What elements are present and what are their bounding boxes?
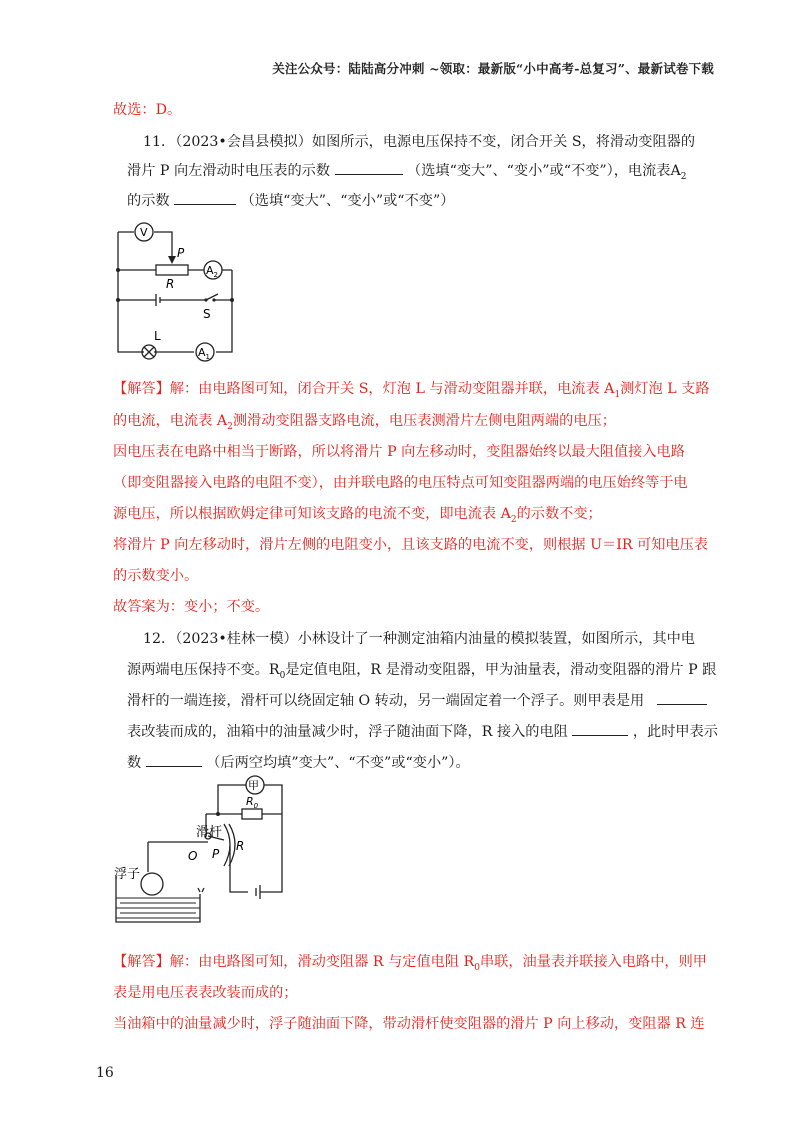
q12-line5-b: （后两空均填”变大”、“不变”或“变小”）。	[206, 755, 470, 771]
a11-line5-sub: 2	[510, 514, 517, 525]
q11-circuit-figure	[108, 212, 248, 362]
q12-line5-a: 数	[127, 755, 142, 771]
a11-line2-sub: 2	[227, 421, 233, 432]
a11-line7: 的示数变小。	[113, 568, 199, 584]
lever-label: 滑杆	[196, 825, 223, 840]
q12-line2	[127, 659, 716, 681]
a11-line6: 将滑片 P 向左移动时，滑片左侧的电阻变小，且该支路的电流不变，则根据 U＝IR 可知电压表	[113, 537, 708, 553]
a11-line5	[113, 503, 602, 525]
q12-blank-1[interactable]	[657, 692, 707, 705]
lever-arm-icon	[148, 842, 208, 872]
previous-answer: 故选：D。	[113, 102, 182, 118]
ammeter1-label: $A_1$	[198, 346, 210, 361]
switch-s-icon	[206, 294, 218, 300]
a11-line3: 因电压表在电路中相当于断路，所以将滑片 P 向左移动时，变阻器始终以最大阻值接入电路	[113, 444, 685, 460]
q12-line3-text: 滑杆的一端连接，滑杆可以绕固定轴 O 转动，另一端固定着一个浮子。则甲表是用	[127, 693, 645, 709]
q11-line2-text-b: （选填“变大”、“变小”或“不变”），电流表A	[407, 163, 681, 179]
a12-line1	[113, 951, 707, 973]
resistor-r0-icon	[242, 809, 262, 819]
switch-label: S	[203, 307, 211, 321]
q12-blank-3[interactable]	[146, 754, 202, 767]
a11-line2-a: 的电流，电流表 A	[113, 413, 228, 429]
q12-line2-sub: 0	[279, 670, 286, 681]
q11-blank-1[interactable]	[335, 162, 403, 175]
q11-line2-sub: 2	[680, 171, 687, 182]
voltmeter-label: V	[140, 226, 148, 239]
float-icon	[141, 873, 163, 895]
a11-line1-a: 【解答】解：由电路图可知，闭合开关 S，灯泡 L 与滑动变阻器并联，电流表 A	[113, 381, 615, 397]
curved-resistor-icon	[224, 824, 230, 866]
q11-line2-text-a: 滑片 P 向左滑动时电压表的示数	[127, 163, 331, 179]
a11-line1-sub: 1	[614, 389, 621, 400]
q12-line2-b: 是定值电阻，R 是滑动变阻器，甲为油量表，滑动变阻器的滑片 P 跟	[285, 662, 717, 678]
page-number: 16	[96, 1065, 114, 1081]
a12-line1-sub: 0	[474, 962, 480, 973]
meter-label: 甲	[248, 779, 259, 792]
q12-line1: 12．（2023•桂林一模）小林设计了一种测定油箱内油量的模拟装置，如图所示，其中电	[143, 631, 695, 647]
a11-line1	[113, 378, 710, 400]
a11-line5-a: 源电压，所以根据欧姆定律可知该支路的电流不变，即电流表 A	[113, 506, 511, 522]
q12-line4	[127, 721, 718, 741]
q12-line3	[127, 690, 707, 710]
a11-line4: （即变阻器接入电路的电阻不变），由并联电路的电压特点可知变阻器两端的电压始终等于电	[113, 475, 688, 491]
slider-p-label: P	[212, 847, 220, 861]
q11-blank-2[interactable]	[174, 192, 236, 205]
a11-line2	[113, 410, 616, 432]
q12-line2-a: 源两端电压保持不变。R	[127, 662, 280, 678]
q11-line1: 11．（2023•会昌县模拟）如图所示，电源电压保持不变，闭合开关 S，将滑动变阻器的	[143, 134, 696, 150]
pivot-label: O	[188, 849, 198, 863]
a11-line8: 故答案为：变小；不变。	[113, 599, 270, 615]
a11-line5-b: 的示数不变；	[516, 506, 602, 522]
q11-line3-text-b: （选填“变大”、“变小”或“不变”）	[240, 193, 455, 209]
q12-line4-a: 表改装而成的，油箱中的油量减少时，浮子随油面下降，R 接入的电阻	[127, 724, 568, 740]
a11-line1-b: 测灯泡 L 支路	[620, 381, 710, 397]
q12-line4-b: ，此时甲表示	[632, 724, 718, 740]
q12-oil-gauge-figure	[112, 774, 292, 934]
a12-line1-a: 【解答】解：由电路图可知，滑动变阻器 R 与定值电阻 R	[113, 954, 475, 970]
slider-label: P	[177, 246, 185, 260]
r0-label: $R_0$	[246, 795, 259, 810]
resistor-r-label: R	[236, 839, 245, 853]
page-header: 关注公众号：陆陆高分冲刺 ~领取：最新版“小中高考-总复习”、最新试卷下载	[272, 61, 714, 76]
a12-line3: 当油箱中的油量减少时，浮子随油面下降，带动滑杆使变阻器的滑片 P 向上移动，变阻器 R 连	[113, 1016, 705, 1032]
q12-line5	[127, 752, 470, 772]
a11-line2-b: 测滑动变阻器支路电流，电压表测滑片左侧电阻两端的电压；	[232, 413, 616, 429]
resistor-label: R	[166, 277, 175, 291]
a12-line2: 表是用电压表表改装而成的；	[113, 985, 298, 1001]
q11-line3-text-a: 的示数	[127, 193, 170, 209]
q11-line2	[127, 160, 686, 182]
a12-line1-b: 串联，油量表并联接入电路中，则甲	[479, 954, 707, 970]
q11-line3	[127, 190, 454, 210]
ammeter2-label: $A_2$	[206, 264, 218, 279]
float-label: 浮子	[114, 867, 141, 882]
lamp-label: L	[154, 329, 161, 343]
q12-blank-2[interactable]	[572, 723, 628, 736]
resistor-r-icon	[156, 265, 188, 275]
